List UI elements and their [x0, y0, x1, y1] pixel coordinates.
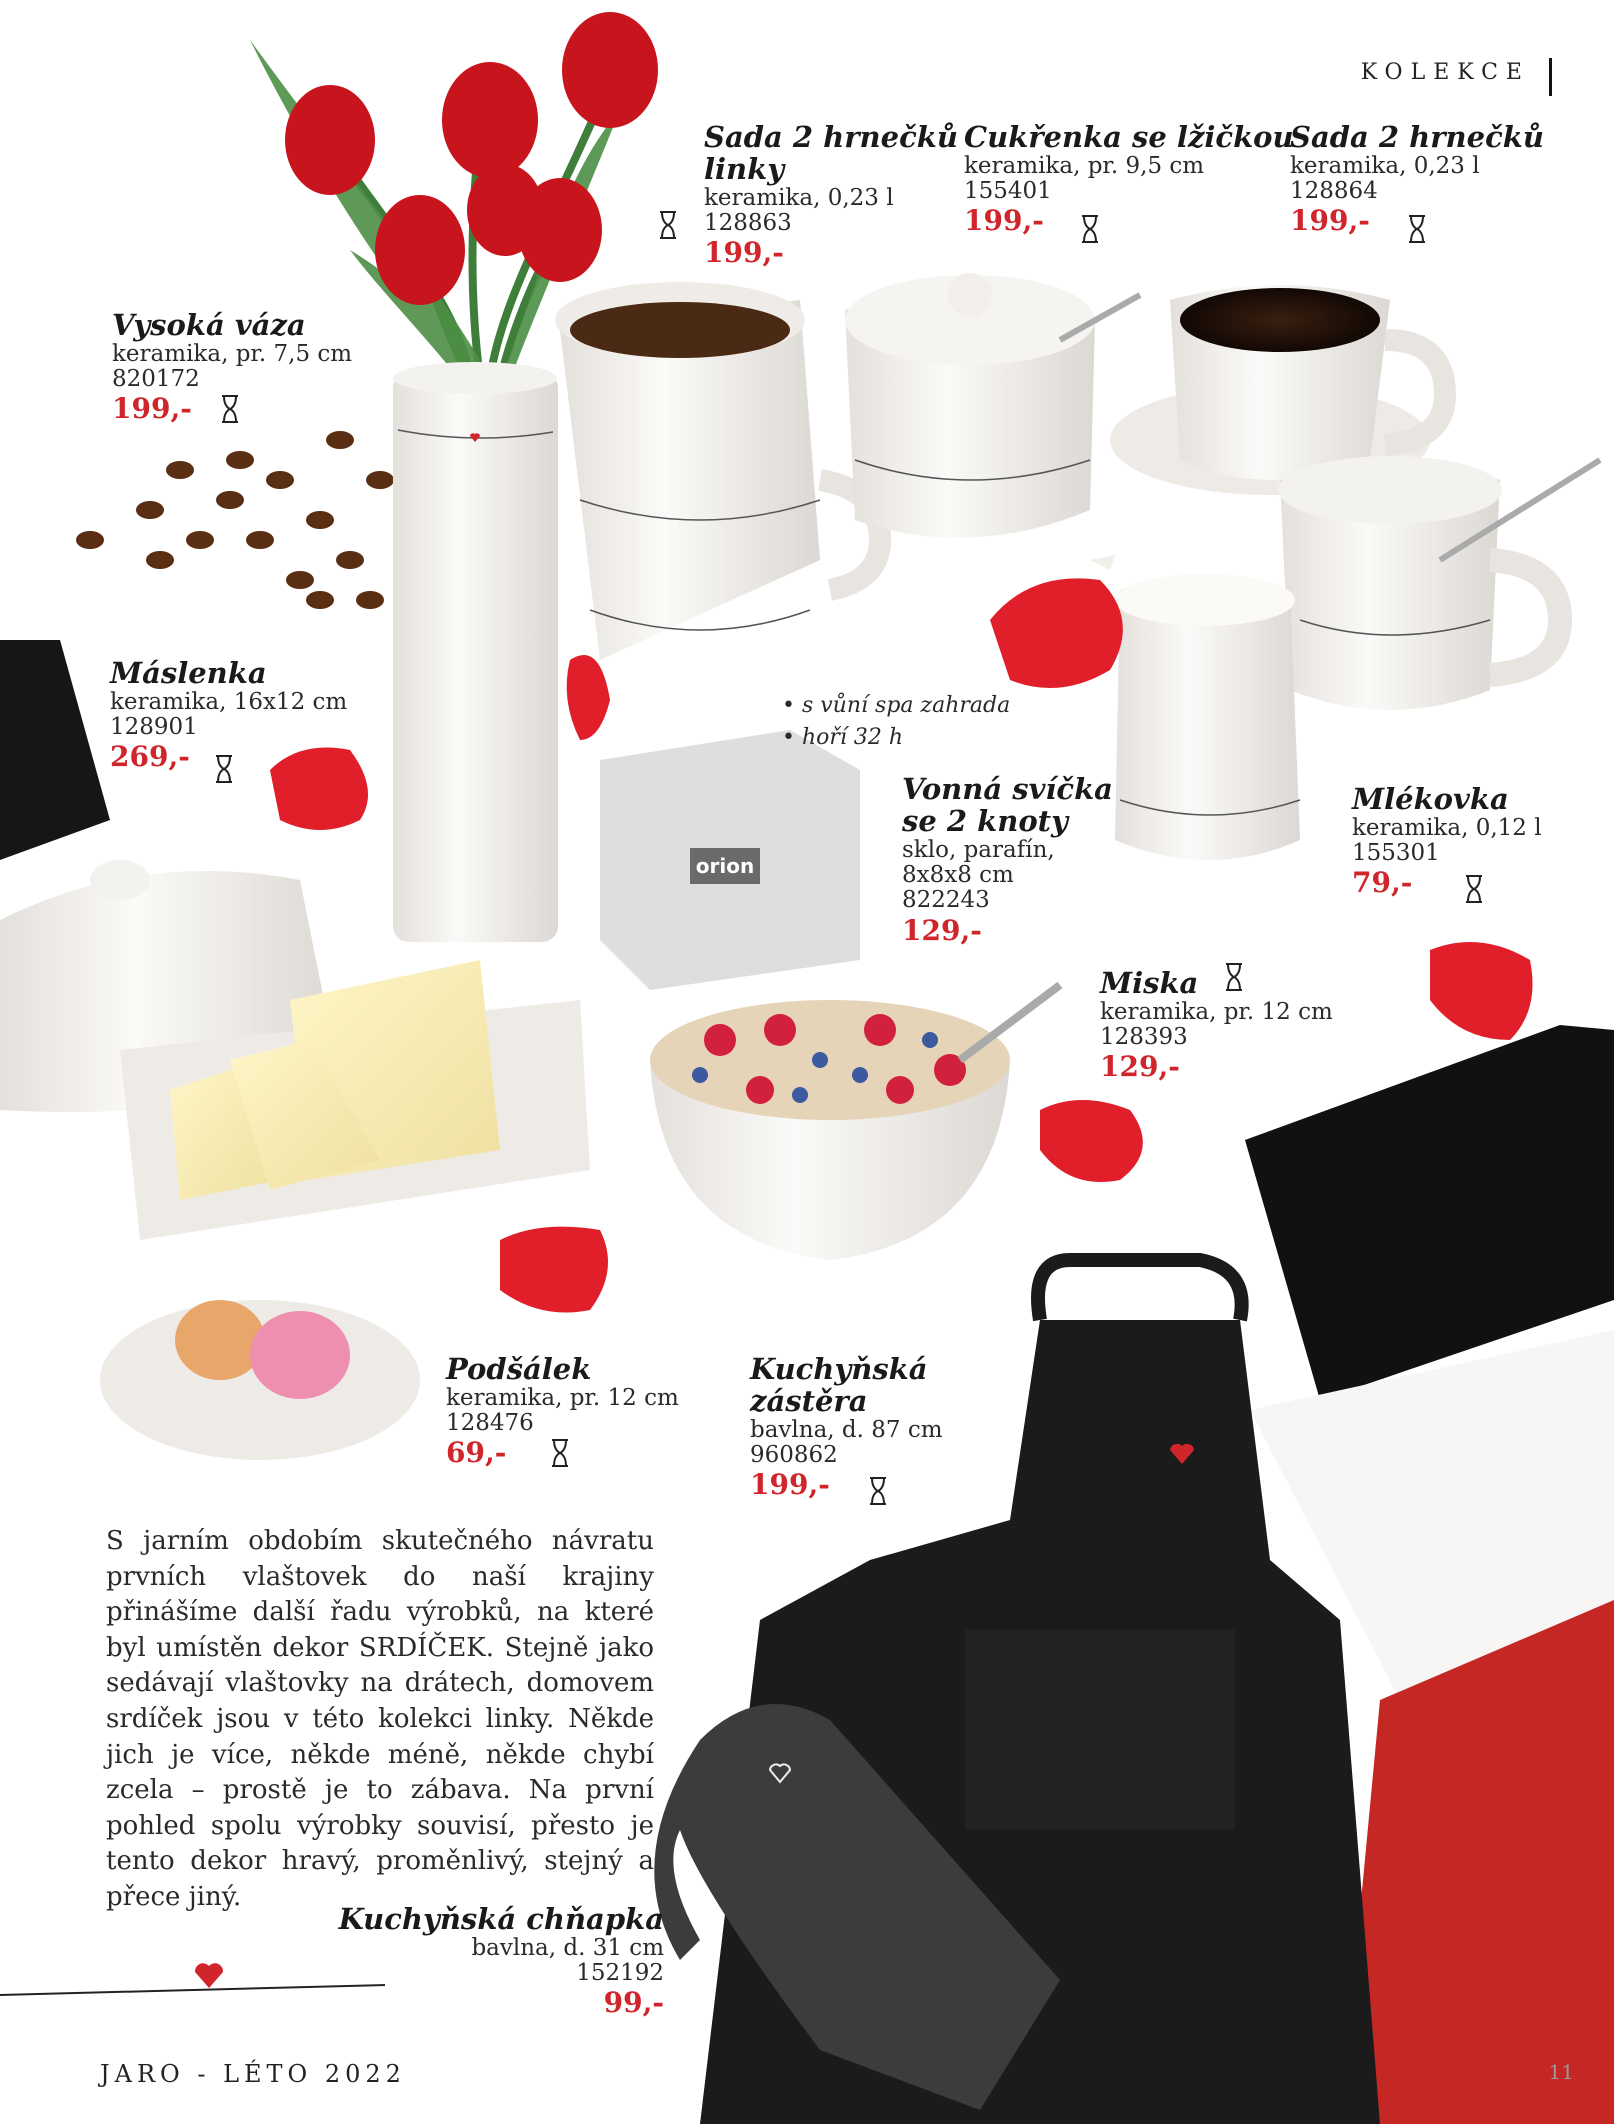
product-miska [1100, 968, 1333, 1083]
product-price: 79,- [1352, 866, 1413, 900]
intro-paragraph: S jarním obdobím skutečného návratu prvních vlaštovek do naší krajiny přinášíme další řadu výrobků, na které byl umístěn dekor SRDÍČEK. Stejně jako sedávají vlaštovky na drátech, domovem srdíček jsou v této kolekci linky. Někde jich je více, někde méně, někde chybí zcela – prostě je to zábava. Na první pohled spolu výrobky souvisí, přesto je tento dekor hravý, proměnlivý, stejný a přece jiný. [106, 1526, 654, 1913]
product-spec: keramika, pr. 12 cm [446, 1384, 679, 1411]
product-name-line2: linky [704, 151, 785, 186]
product-spec: keramika, pr. 12 cm [1100, 998, 1333, 1025]
product-code: 128901 [110, 714, 198, 741]
product-mlekovka [1352, 784, 1542, 899]
product-price: 199,- [1290, 204, 1370, 238]
product-code: 960862 [750, 1442, 838, 1469]
candle-note: • hoří 32 h [782, 724, 904, 750]
product-code: 152192 [576, 1960, 664, 1987]
product-code: 128476 [446, 1410, 534, 1437]
product-price: 129,- [1100, 1050, 1180, 1084]
product-hrnecky [1290, 122, 1544, 237]
product-spec: keramika, 0,23 l [1290, 152, 1480, 179]
sugar-bowl [845, 273, 1140, 538]
footer-line [0, 1985, 385, 1995]
product-name-line2: se 2 knoty [902, 803, 1068, 838]
product-price: 199,- [750, 1468, 830, 1502]
product-price: 199,- [704, 236, 784, 270]
product-name: Podšálek [446, 1352, 592, 1386]
product-name: Máslenka [110, 656, 267, 690]
mugs-stacked [555, 282, 880, 660]
tea-towel-red [1340, 1600, 1614, 2124]
product-spec: keramika, pr. 7,5 cm [112, 340, 353, 367]
product-zastera [750, 1354, 943, 1501]
page-number: 11 [1548, 2060, 1574, 2084]
section-label: KOLEKCE [1360, 60, 1530, 85]
product-linky [704, 122, 958, 269]
product-spec: keramika, 0,12 l [1352, 814, 1542, 841]
product-code: 128863 [704, 210, 792, 237]
product-name: Cukřenka se lžičkou [964, 120, 1294, 154]
product-chnapka [339, 1904, 664, 2019]
product-name: Sada 2 hrnečků [1290, 120, 1544, 154]
product-spec: sklo, parafín, [902, 836, 1055, 863]
product-code: 128393 [1100, 1024, 1188, 1051]
product-name: Kuchyňská chňapka [338, 1902, 664, 1936]
product-spec: keramika, 16x12 cm [110, 688, 348, 715]
product-name-line2: zástěra [750, 1383, 868, 1418]
product-podsalek [446, 1354, 679, 1469]
product-name: Sada 2 hrnečků [704, 120, 958, 154]
mug-right [1278, 456, 1600, 710]
product-code: 155401 [964, 178, 1052, 205]
product-svicka [902, 774, 1113, 946]
product-price: 199,- [112, 392, 192, 426]
product-spec-line2: 8x8x8 cm [902, 862, 1014, 889]
product-price: 99,- [603, 1986, 664, 2020]
product-price: 199,- [964, 204, 1044, 238]
candle-note: • s vůní spa zahrada [782, 693, 1011, 718]
product-name: Vysoká váza [112, 308, 306, 342]
porridge-bowl [650, 985, 1060, 1260]
tall-vase [393, 362, 558, 942]
saucer-macarons [100, 1300, 420, 1460]
candle-glass [600, 730, 860, 990]
product-price: 269,- [110, 740, 190, 774]
heart-icon [195, 1963, 223, 1988]
footer-season: JARO - LÉTO 2022 [100, 2060, 406, 2088]
product-code: 128864 [1290, 178, 1378, 205]
coffee-beans-left [76, 431, 394, 609]
product-price: 69,- [446, 1436, 507, 1470]
milk-jug [1090, 555, 1300, 860]
product-name: Miska [1100, 966, 1199, 1000]
hourglass-icon [658, 210, 678, 240]
candle-brand-label: orion [695, 854, 755, 878]
product-maslenka [110, 658, 347, 773]
product-price: 129,- [902, 913, 982, 947]
product-name: Kuchyňská [750, 1352, 928, 1386]
product-spec: keramika, 0,23 l [704, 184, 894, 211]
product-spec: bavlna, d. 87 cm [750, 1416, 943, 1443]
section-divider [1549, 58, 1552, 96]
product-name: Mlékovka [1352, 782, 1509, 816]
product-code: 155301 [1352, 840, 1440, 867]
product-cukrenka [964, 122, 1294, 237]
product-spec: bavlna, d. 31 cm [471, 1934, 664, 1961]
product-code: 820172 [112, 366, 200, 393]
product-spec: keramika, pr. 9,5 cm [964, 152, 1205, 179]
product-vaza [112, 310, 352, 425]
product-code: 822243 [902, 887, 990, 914]
candle-notes [782, 690, 1010, 754]
product-name: Vonná svíčka [902, 772, 1113, 806]
book-corner [0, 640, 110, 860]
